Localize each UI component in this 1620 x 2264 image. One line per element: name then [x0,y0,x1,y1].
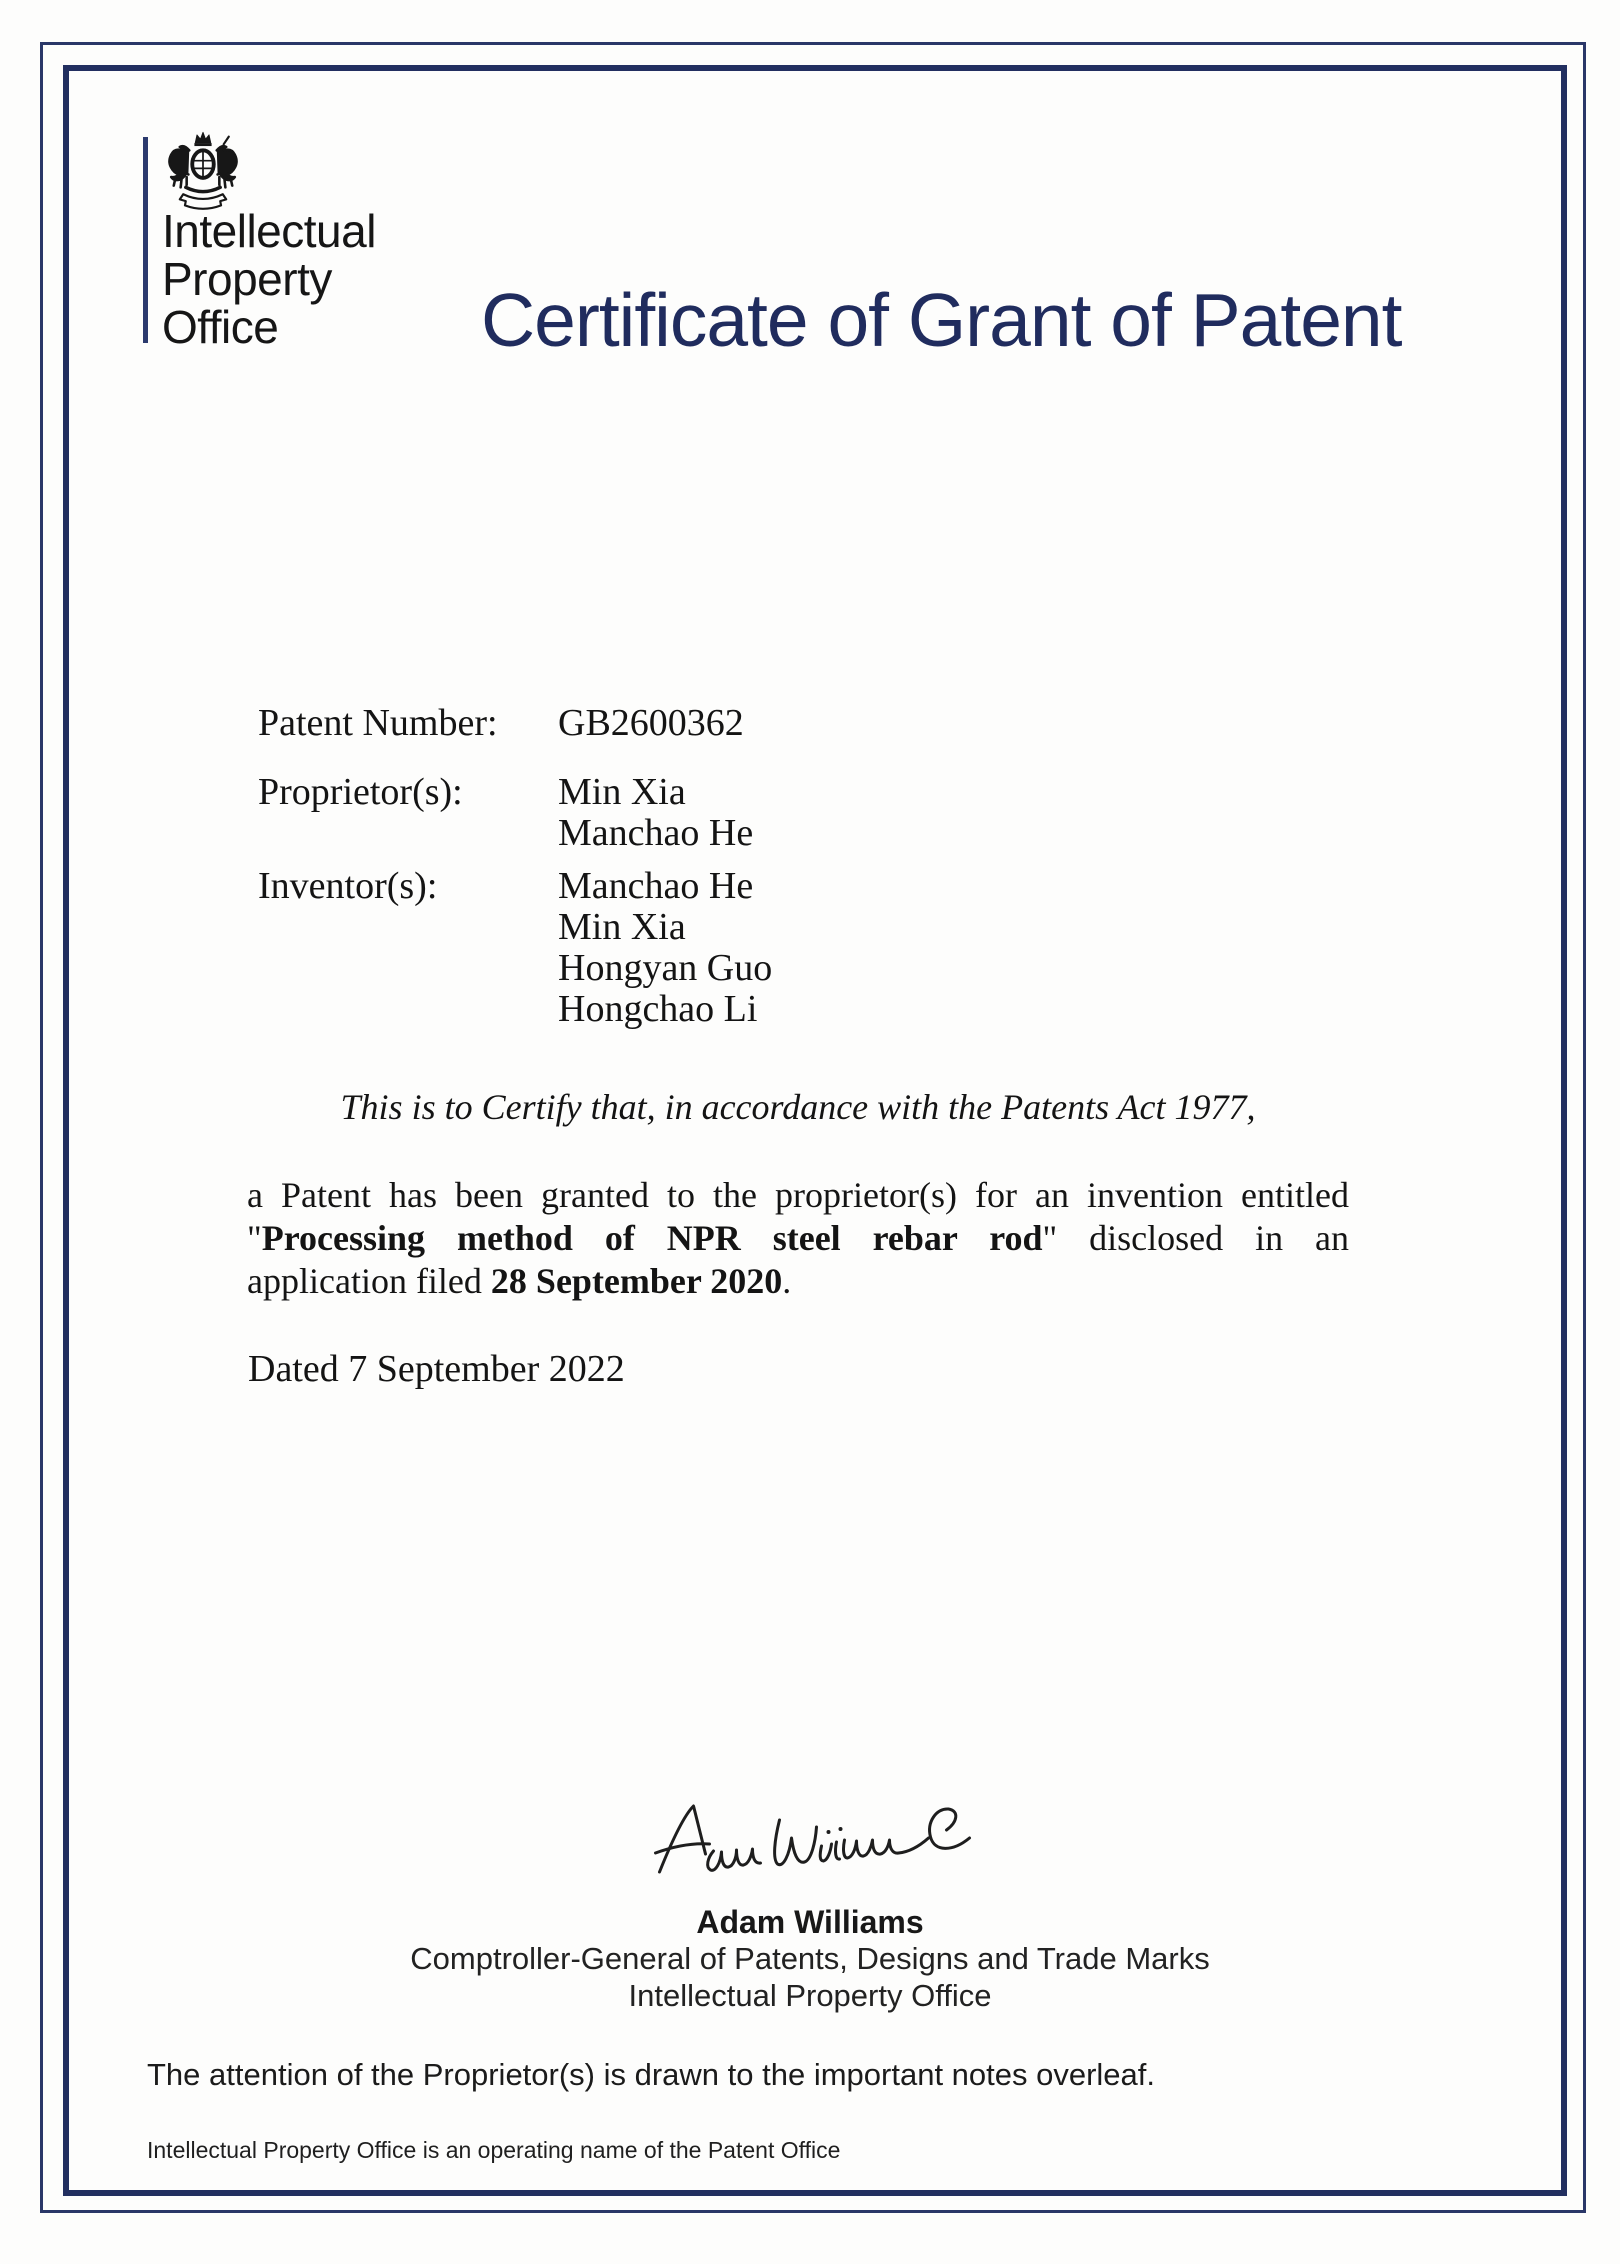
attention-note: The attention of the Proprietor(s) is drawn to the important notes overleaf. [147,2057,1156,2092]
inventor-name: Min Xia [558,906,686,948]
signatory-name: Adam Williams [696,1904,924,1940]
invention-title: Processing method of NPR steel rebar rod [261,1218,1043,1258]
inventor-name: Hongchao Li [558,988,758,1030]
grant-paragraph-line-2: "Processing method of NPR steel rebar rod" disclosed in an [247,1218,1349,1258]
dated-line: Dated 7 September 2022 [248,1348,625,1390]
certificate-title: Certificate of Grant of Patent [481,278,1402,362]
ipo-logo-line: Office [162,301,279,353]
ipo-logo-line: Intellectual [162,205,376,257]
proprietor-name: Manchao He [558,812,754,854]
inventor-name: Manchao He [558,865,754,907]
signatory-office: Intellectual Property Office [628,1978,992,2013]
grant-paragraph [247,1174,1349,1303]
ipo-logo-line: Property [162,253,332,305]
grant-paragraph-line-3: application filed 28 September 2020. [247,1261,792,1301]
handwritten-signature [645,1796,990,1884]
patent-number: GB2600362 [558,702,744,744]
patent-number-label: Patent Number: [258,702,498,744]
inventor-name: Hongyan Guo [558,947,773,989]
patent-number-value [558,703,744,744]
inventors-label: Inventor(s): [258,865,438,907]
royal-coat-of-arms-icon [160,128,246,214]
proprietor-name: Min Xia [558,771,686,813]
grant-paragraph-line-1: a Patent has been granted to the proprietor(s) for an invention entitled [247,1175,1349,1215]
proprietors-label: Proprietor(s): [258,771,463,813]
ipo-logo-wordmark [162,207,376,351]
signatory-role: Comptroller-General of Patents, Designs and Trade Marks [410,1941,1210,1976]
logo-divider-bar [143,137,148,343]
inventors-values [558,866,772,1030]
filing-date: 28 September 2020 [490,1261,783,1301]
proprietors-values [558,772,753,854]
certify-intro-line: This is to Certify that, in accordance with the Patents Act 1977, [340,1087,1256,1127]
operating-name-note: Intellectual Property Office is an operating name of the Patent Office [147,2137,841,2163]
